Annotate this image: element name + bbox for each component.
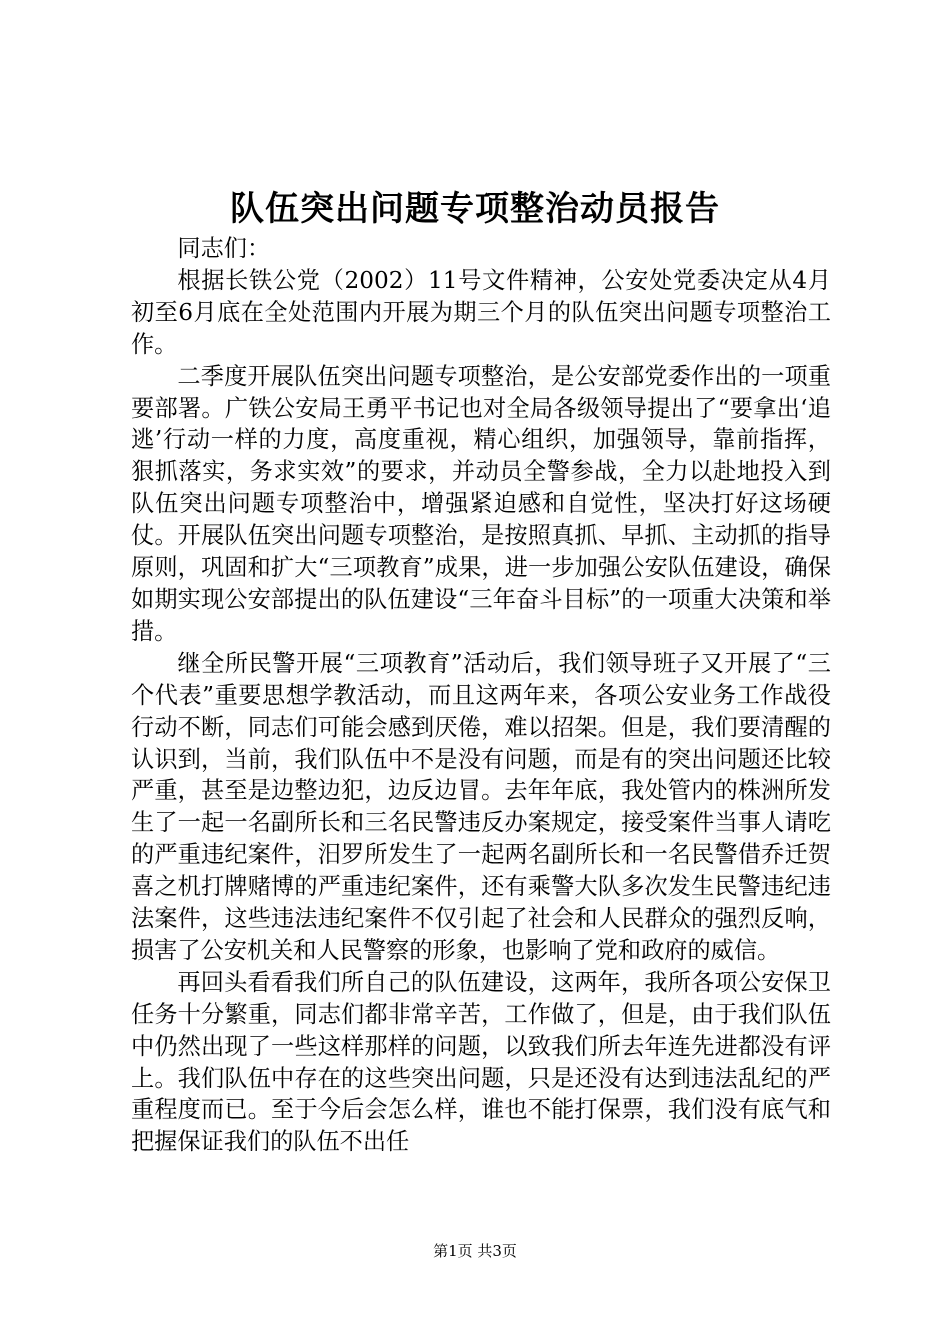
paragraph-4: 再回头看看我们所自己的队伍建设，这两年，我所各项公安保卫任务十分繁重，同志们都非常辛苦，工作做了，但是，由于我们队伍中仍然出现了一些这样那样的问题，以致我们所去年连先进都没有评上。我们队伍中存在的这些突出问题，只是还没有达到违法乱纪的严重程度而已。至于今后会怎么样，谁也不能打保票，我们没有底气和把握保证我们的队伍不出任 xyxy=(131,968,831,1156)
paragraph-3: 继全所民警开展“三项教育”活动后，我们领导班子又开展了“三个代表”重要思想学教活动，而且这两年来，各项公安业务工作战役行动不断，同志们可能会感到厌倦，难以招架。但是，我们要清醒的认识到，当前，我们队伍中不是没有问题，而是有的突出问题还比较严重，甚至是边整边犯，边反边冒。去年年底，我处管内的株洲所发生了一起一名副所长和三名民警违反办案规定，接受案件当事人请吃的严重违纪案件，汨罗所发生了一起两名副所长和一名民警借乔迁贺喜之机打牌赌博的严重违纪案件，还有乘警大队多次发生民警违纪违法案件，这些违法违纪案件不仅引起了社会和人民群众的强烈反响，损害了公安机关和人民警察的形象，也影响了党和政府的威信。 xyxy=(131,649,831,964)
document-title: 队伍突出问题专项整治动员报告 xyxy=(230,189,720,229)
page-footer: 第1页 共3页 xyxy=(433,1242,517,1260)
paragraph-1: 根据长铁公党（2002）11号文件精神，公安处党委决定从4月初至6月底在全处范围内开展为期三个月的队伍突出问题专项整治工作。 xyxy=(131,266,831,358)
paragraph-2: 二季度开展队伍突出问题专项整治，是公安部党委作出的一项重要部署。广铁公安局王勇平书记也对全局各级领导提出了“要拿出‘追逃’行动一样的力度，高度重视，精心组织，加强领导，靠前指挥，狠抓落实，务求实效”的要求，并动员全警参战，全力以赴地投入到队伍突出问题专项整治中，增强紧迫感和自觉性，坚决打好这场硬仗。开展队伍突出问题专项整治，是按照真抓、早抓、主动抓的指导原则，巩固和扩大“三项教育”成果，进一步加强公安队伍建设，确保如期实现公安部提出的队伍建设“三年奋斗目标”的一项重大决策和举措。 xyxy=(131,362,831,645)
document-body xyxy=(131,233,831,1158)
salutation: 同志们： xyxy=(177,235,271,262)
